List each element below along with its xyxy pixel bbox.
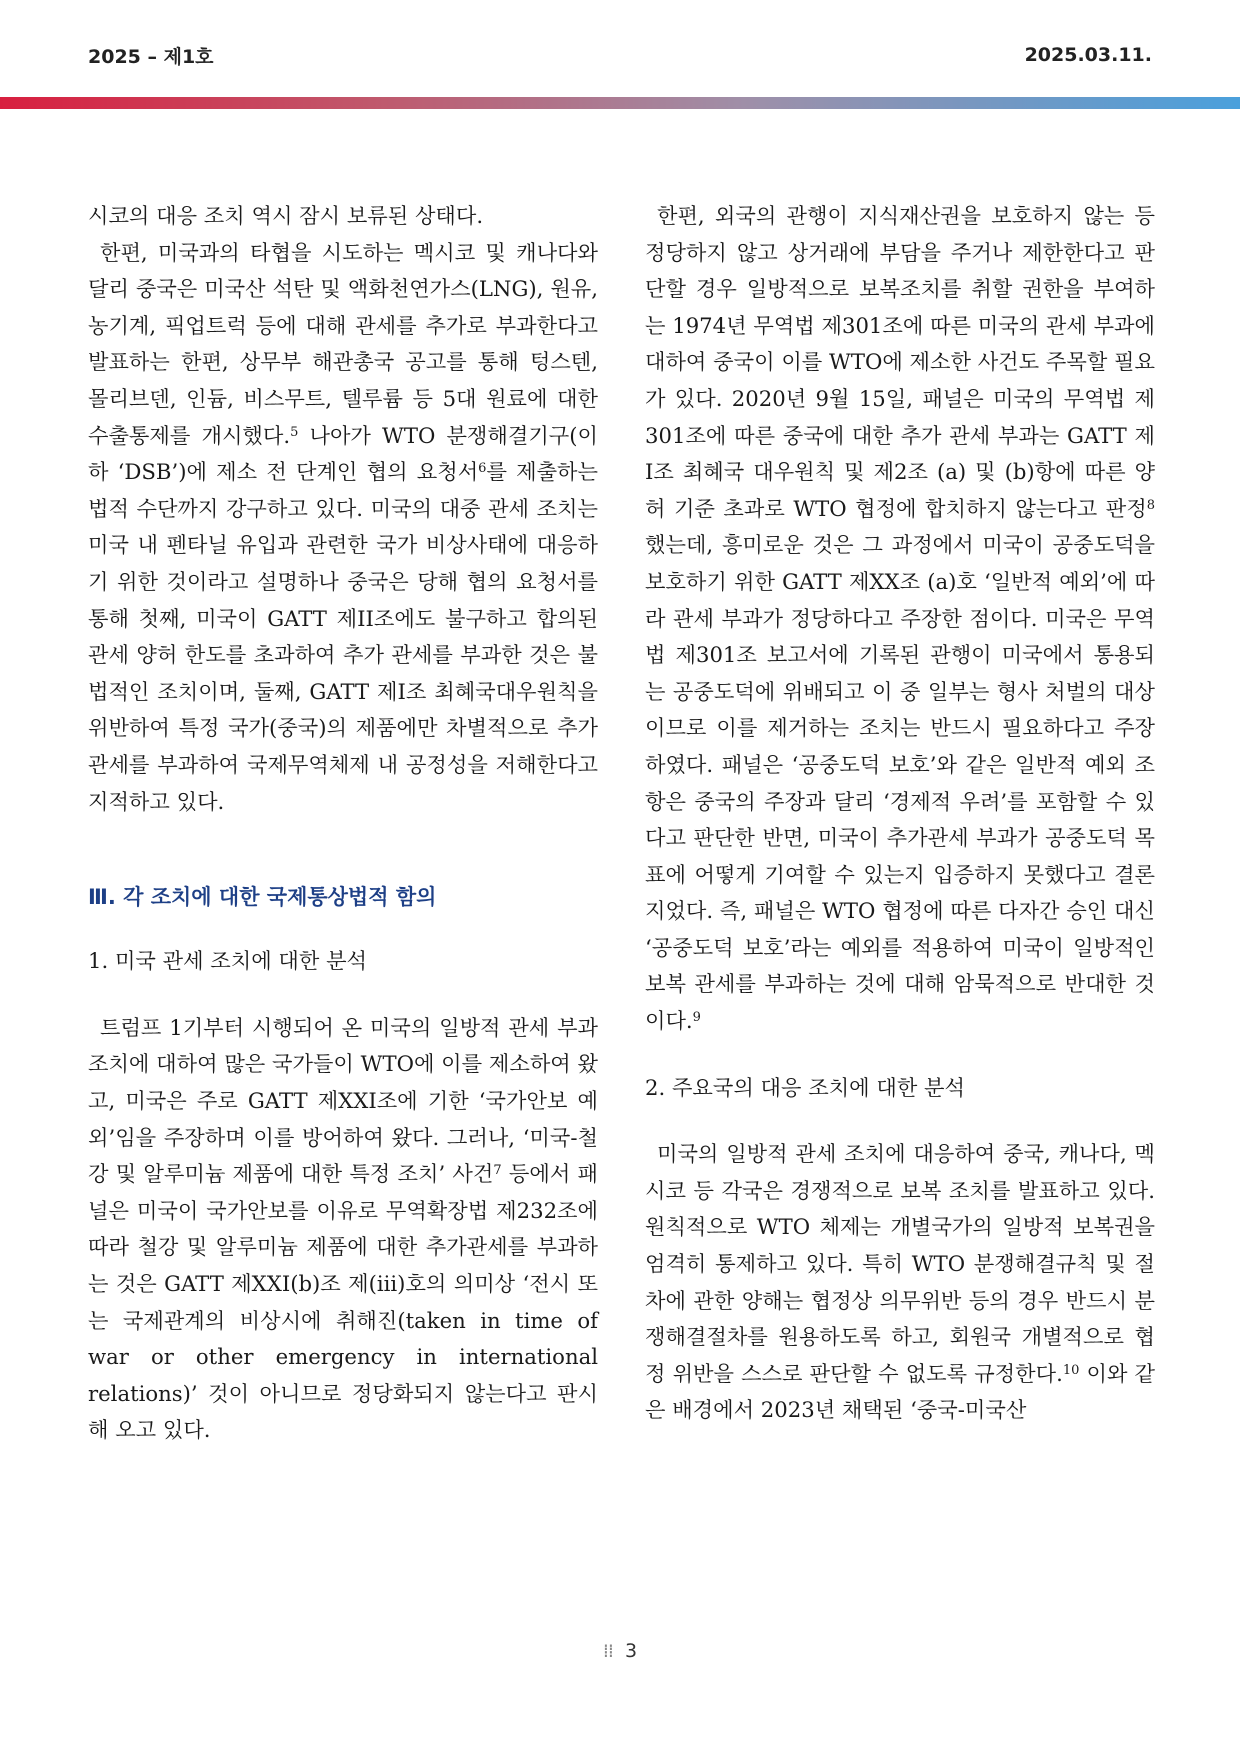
right-column (645, 198, 1155, 1429)
section-title: Ⅲ. 각 조치에 대한 국제통상법적 함의 (88, 884, 437, 909)
paragraph: 미국의 일방적 관세 조치에 대응하여 중국, 캐나다, 멕시코 등 각국은 경쟁적으로 보복 조치를 발표하고 있다. 원칙적으로 WTO 체제는 개별국가의 일방적 보복권을 엄격히 통제하고 있다. 특히 WTO 분쟁해결규칙 및 절차에 관한 양해는 협정상 의무위반 등의 경우 반드시 분쟁해결절차를 원용하도록 하고, 회원국 개별적으로 협정 위반을 스스로 판단할 수 없도록 규정한다.$^{10}$ 이와 같은 배경에서 2023년 채택된 ‘중국-미국산 (645, 1141, 1156, 1423)
left-column (88, 198, 598, 1449)
footnote-ref[interactable]: 6 (478, 461, 487, 477)
page-footer (0, 1640, 1240, 1662)
paragraph: 한편, 미국과의 타협을 시도하는 멕시코 및 캐나다와 달리 중국은 미국산 석탄 및 액화천연가스(LNG), 원유, 농기계, 픽업트럭 등에 대해 관세를 추가로 부과한다고 발표하는 한편, 상무부 해관총국 공고를 통해 텅스텐, 몰리브덴, 인듐, 비스무트, 텔루륨 등 5대 원료에 대한 수출통제를 개시했다.$^5$ 나아가 WTO 분쟁해결기구(이하 ‘DSB’)에 제소 전 단계인 협의 요청서$^6$를 제출하는 법적 수단까지 강구하고 있다. 미국의 대중 관세 조치는 미국 내 펜타닐 유입과 관련한 국가 비상사태에 대응하기 위한 것이라고 설명하나 중국은 당해 협의 요청서를 통해 첫째, 미국이 GATT 제II조에도 불구하고 합의된 관세 양허 한도를 초과하여 추가 관세를 부과한 것은 불법적인 조치이며, 둘째, GATT 제I조 최혜국대우원칙을 위반하여 특정 국가(중국)의 제품에만 차별적으로 추가 관세를 부과하여 국제무역체제 내 공정성을 저해한다고 지적하고 있다. (88, 239, 598, 814)
paragraph: 시코의 대응 조치 역시 잠시 보류된 상태다. (88, 203, 484, 228)
subsection-title: 2. 주요국의 대응 조치에 대한 분석 (645, 1074, 965, 1100)
footnote-ref[interactable]: 5 (290, 424, 299, 440)
issue-date: 2025.03.11. (1024, 44, 1152, 66)
paragraph: 한편, 외국의 관행이 지식재산권을 보호하지 않는 등 정당하지 않고 상거래에 부담을 주거나 제한한다고 판단할 경우 일방적으로 보복조치를 취할 권한을 부여하는 1974년 무역법 제301조에 따른 미국의 관세 부과에 대하여 중국이 이를 WTO에 제소한 사건도 주목할 필요가 있다. 2020년 9월 15일, 패널은 미국의 무역법 제301조에 따른 중국에 대한 추가 관세 부과는 GATT 제I조 최혜국 대우원칙 및 제2조 (a) 및 (b)항에 따른 양허 기준 초과로 WTO 협정에 합치하지 않는다고 판정$^8$했는데, 흥미로운 것은 그 과정에서 미국이 공중도덕을 보호하기 위한 GATT 제XX조 (a)호 ‘일반적 예외’에 따라 관세 부과가 정당하다고 주장한 점이다. 미국은 무역법 제301조 보고서에 기록된 관행이 미국에서 통용되는 공중도덕에 위배되고 이 중 일부는 형사 처벌의 대상이므로 이를 제거하는 조치는 반드시 필요하다고 주장하였다. 패널은 ‘공중도덕 보호’와 같은 일반적 예외 조항은 중국의 주장과 달리 ‘경제적 우려’를 포함할 수 있다고 판단한 반면, 미국이 추가관세 부과가 공중도덕 목표에 어떻게 기여할 수 있는지 입증하지 못했다고 결론지었다. 즉, 패널은 WTO 협정에 따른 다자간 승인 대신 ‘공중도덕 보호’라는 예외를 적용하여 미국이 일방적인 보복 관세를 부과하는 것에 대해 암묵적으로 반대한 것이다.$^9$ (645, 203, 1155, 1034)
footnote-ref[interactable]: 10 (1062, 1362, 1080, 1378)
page-header (88, 40, 1152, 70)
header-gradient-bar (0, 97, 1240, 109)
issue-number: 2025 – 제1호 (88, 45, 214, 68)
footnote-ref[interactable]: 9 (692, 1010, 701, 1026)
page-number: 3 (625, 1640, 638, 1662)
footnote-ref[interactable]: 7 (493, 1163, 502, 1179)
subsection-title: 1. 미국 관세 조치에 대한 분석 (88, 948, 368, 974)
paragraph: 트럼프 1기부터 시행되어 온 미국의 일방적 관세 부과 조치에 대하여 많은 국가들이 WTO에 이를 제소하여 왔고, 미국은 주로 GATT 제XXI조에 기한 ‘국가안보 예외’임을 주장하며 이를 방어하여 왔다. 그러나, ‘미국-철강 및 알루미늄 제품에 대한 특정 조치’ 사건$^7$ 등에서 패널은 미국이 국가안보를 이유로 무역확장법 제232조에 따라 철강 및 알루미늄 제품에 대한 추가관세를 부과하는 것은 GATT 제XXI(b)조 제(iii)호의 의미상 ‘전시 또는 국제관계의 비상시에 취해진(taken in time of war or other emergency in international relations)’ 것이 아니므로 정당화되지 않는다고 판시해 오고 있다. (88, 1014, 598, 1443)
footnote-ref[interactable]: 8 (1146, 497, 1155, 513)
dots-icon: ⁞⁞ (602, 1640, 613, 1662)
